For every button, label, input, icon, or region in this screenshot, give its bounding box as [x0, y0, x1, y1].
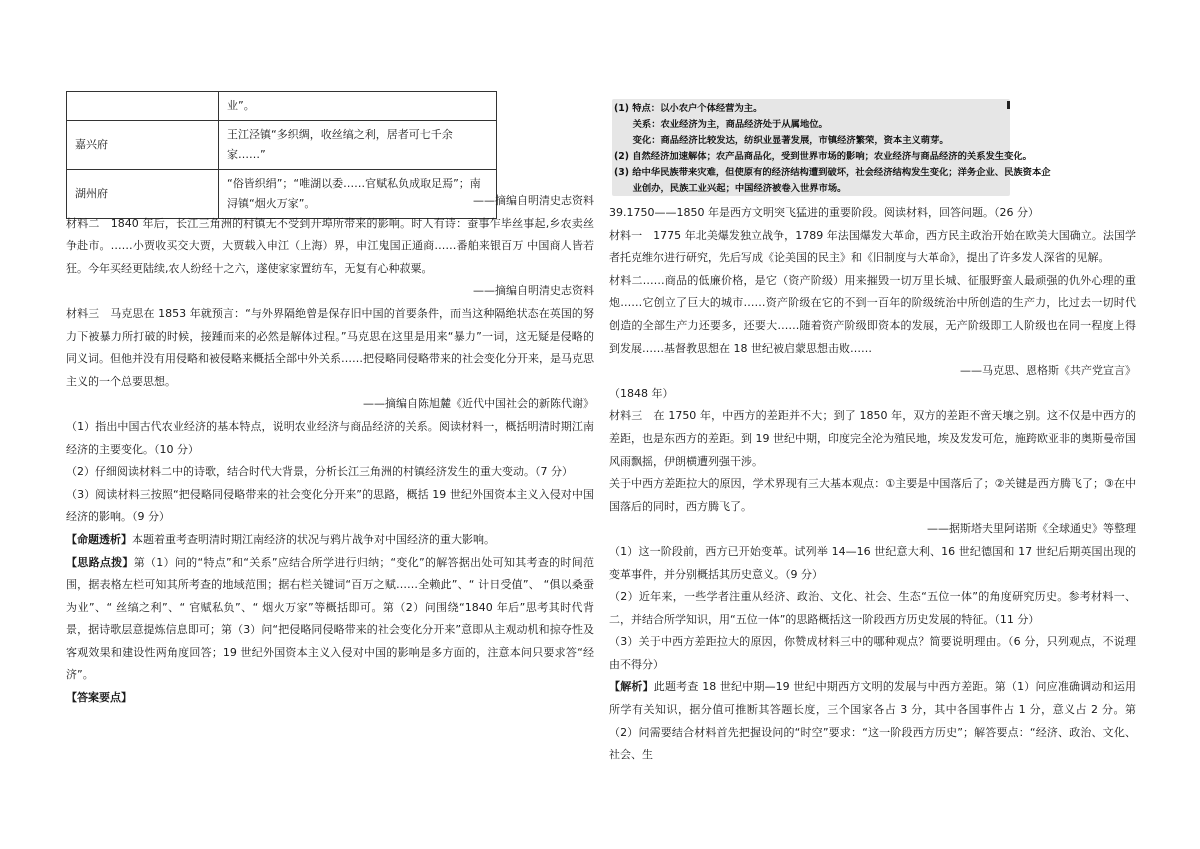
right-column [609, 202, 1136, 767]
idea-text: 第（1）问的“特点”和“关系”应结合所学进行归纳；“变化”的解答据出处可知其考查的时间范围，据表格左栏可知其所考查的地域范围；据右栏关键词“百万之赋……全赖此”、“ 计日受值”、 “俱以桑蚕为业”、“ 丝缟之利”、“ 官赋私负”、“ 烟火万家”等概括即可。第（2）问围绕“1840 年后”思考其时代背景，据诗歌层意提炼信息即可；第（3）问“把侵略同侵略带来的社会变化分开来”意即从主观动机和掠夺性及客观效果和建设性两角度回答；19 世纪外国资本主义入侵对中国的影响是多方面的，注意本问只要求答“经济”。 [66, 555, 594, 682]
analysis-label: 【命题透析】 [66, 532, 132, 546]
place-cell: 湖州府 [67, 170, 219, 219]
year-note: （1848 年） [609, 386, 674, 400]
source-citation: ——摘编自陈旭麓《近代中国社会的新陈代谢》 [363, 397, 594, 411]
image-line: 变化：商品经济比较发达，纺织业显著发展，市镇经济繁荣，资本主义萌芽。 [614, 135, 949, 146]
source-citation: ——摘编自明清史志资料 [473, 284, 594, 298]
question-3: （3）阅读材料三按照“把侵略同侵略带来的社会变化分开来”的思路，概括 19 世纪外国资本主义入侵对中国经济的影响。（9 分） [66, 487, 594, 524]
analysis-text: 本题着重考查明清时期江南经济的状况与鸦片战争对中国经济的重大影响。 [132, 532, 495, 546]
description-cell: 王江泾镇“多织绸，收丝缟之利，居者可七千余家……” [219, 121, 497, 170]
material-one: 材料一 1775 年北美爆发独立战争，1789 年法国爆发大革命，西方民主政治开始在欧美大国确立。法国学者托克维尔进行研究，先后写成《论美国的民主》和《旧制度与大革命》，提出了许多发人深省的见解。 [609, 228, 1136, 265]
table-row [67, 92, 497, 121]
question-2: （2）近年来，一些学者注重从经济、政治、文化、社会、生态“五位一体”的角度研究历史。参考材料一、二，并结合所学知识，用“五位一体”的思路概括这一阶段西方历史发展的特征。（11 分） [609, 590, 1136, 626]
place-cell: 嘉兴府 [67, 121, 219, 170]
image-line: 业创办，民族工业兴起；中国经济被卷入世界市场。 [614, 183, 847, 194]
views-paragraph: 关于中西方差距拉大的原因，学术界现有三大基本观点：①主要是中国落后了；②关键是西方腾飞了；③在中国落后的同时，西方腾飞了。 [609, 477, 1136, 513]
idea-label: 【思路点拨】 [66, 555, 134, 569]
image-line: (1) 特点：以小农户个体经营为主。 [614, 103, 763, 114]
jiexi-label: 【解析】 [609, 680, 654, 694]
analysis-paragraph [66, 529, 594, 552]
question-3: （3）关于中西方差距拉大的原因，你赞成材料三中的哪种观点？简要说明理由。（6 分，只列观点，不说理由不得分） [609, 635, 1136, 671]
description-cell: 业”。 [219, 92, 497, 121]
image-line: 关系：农业经济为主，商品经济处于从属地位。 [614, 119, 828, 130]
material-two: 材料二……商品的低廉价格，是它（资产阶级）用来摧毁一切万里长城、征服野蛮人最顽强的仇外心理的重炮……它创立了巨大的城市……资产阶级在它的不到一百年的阶级统治中所创造的生产力，比过去一切时代创造的全部生产力还要多，还要大……随着资产阶级即资本的发展，无产阶级即工人阶级也在同一程度上得到发展……基督教思想在 18 世纪被启蒙思想击败…… [609, 273, 1136, 355]
material-two: 材料二 1840 年后，长江三角洲的村镇无不受到开埠所带来的影响。时人有诗：蚕事乍毕丝事起,乡农卖丝争赴市。……小贾收买交大贾，大贾载入申江（上海）界，申江鬼国正通商……番舶来银百万 中国商人皆若狂。今年买经更陆续,农人纷经十之六，遂使家家置纺车，无复有心种菽粟。 [66, 216, 594, 275]
answer-label: 【答案要点】 [66, 691, 132, 705]
jiexi-paragraph [609, 676, 1136, 766]
place-cell [67, 92, 219, 121]
left-column [66, 190, 594, 710]
question-39: 39.1750——1850 年是西方文明突飞猛进的重要阶段。阅读材料，回答问题。（26 分） [609, 206, 1039, 219]
jiexi-text: 此题考查 18 世纪中期—19 世纪中期西方文明的发展与中西方差距。第（1）问应准确调动和运用所学有关知识，据分值可推断其答题长度，三个国家各占 3 分，其中各国事件占 1 分，意义占 2 分。第（2）问需要结合材料首先把握设问的“时空”要求：“这一阶段西方历史”；解答要点：“经济、政治、文化、社会、生 [609, 680, 1137, 762]
corner-mark [1007, 101, 1010, 109]
image-line: (3) 给中华民族带来灾难，但使原有的经济结构遭到破坏，社会经济结构发生变化；洋务企业、民族资本企 [614, 167, 1051, 178]
question-1: （1）指出中国古代农业经济的基本特点，说明农业经济与商品经济的关系。阅读材料一，概括明清时期江南经济的主要变化。（10 分） [66, 419, 594, 456]
table-row [67, 121, 497, 170]
source-citation: ——据斯塔夫里阿诺斯《全球通史》等整理 [927, 522, 1136, 536]
source-citation: ——马克思、恩格斯《共产党宣言》 [960, 364, 1136, 378]
material-three: 材料三 马克思在 1853 年就预言：“与外界隔绝曾是保存旧中国的首要条件，而当这种隔绝状态在英国的努力下被暴力所打破的时候，接踵而来的必然是解体过程。”马克思在这里是用来“暴力”一词，这无疑是侵略的同义词。但他并没有用侵略和被侵略来概括全部中外关系……把侵略同侵略带来的社会变化分开来，是马克思主义的一个总要思想。 [66, 306, 594, 388]
idea-paragraph [66, 552, 594, 688]
answer-key-image [612, 99, 1051, 196]
image-line: (2) 自然经济加速解体；农产品商品化，受到世界市场的影响；农业经济与商品经济的关系发生变化。 [614, 151, 1032, 162]
question-2: （2）仔细阅读材料二中的诗歌，结合时代大背景，分析长江三角洲的村镇经济发生的重大变动。（7 分） [66, 465, 573, 479]
source-citation: ——摘编自明清史志资料 [473, 194, 594, 207]
material-three: 材料三 在 1750 年，中西方的差距并不大；到了 1850 年，双方的差距不啻天壤之别。这不仅是中西方的差距，也是东西方的差距。到 19 世纪中期，印度完全沦为殖民地，埃及发发可危，施跨欧亚非的奥斯曼帝国风雨飘摇，伊朗横遭列强干涉。 [609, 409, 1136, 468]
question-1: （1）这一阶段前，西方已开始变革。试列举 14—16 世纪意大利、16 世纪德国和 17 世纪后期英国出现的变革事件，并分别概括其历史意义。（9 分） [609, 544, 1136, 581]
description-cell: “俗皆织绢”；“唯湖以委……官赋私负成取足焉”；南浔镇“烟火万家”。 [219, 170, 497, 219]
